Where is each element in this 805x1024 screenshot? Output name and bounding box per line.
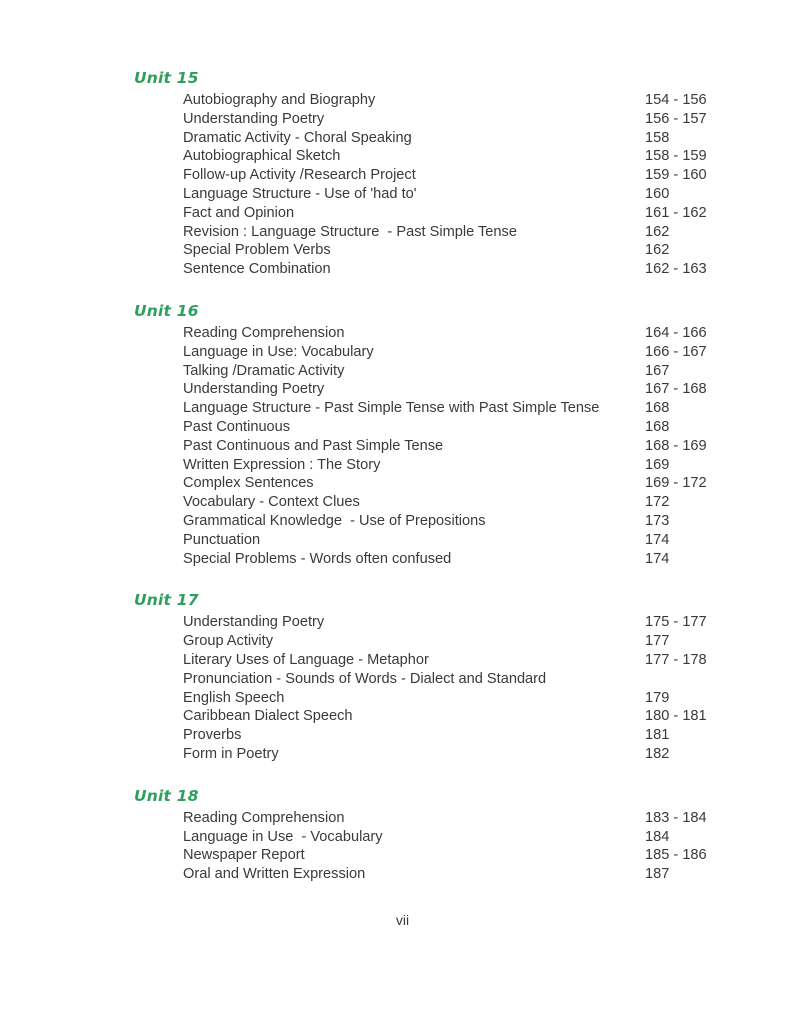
unit-block	[134, 301, 734, 568]
toc-entry-title: Autobiography and Biography	[183, 92, 376, 108]
page-folio: vii	[395, 912, 410, 928]
toc-entry-pages: 166 - 167	[645, 343, 707, 360]
toc-entry[interactable]	[134, 632, 734, 651]
toc-entry[interactable]	[134, 241, 734, 260]
toc-entry[interactable]	[134, 223, 734, 242]
toc-entry-pages: 173	[645, 512, 670, 529]
toc-entry-title: Understanding Poetry	[183, 381, 325, 398]
toc-entry[interactable]	[134, 828, 734, 847]
toc-entry[interactable]	[134, 110, 734, 129]
toc-entry[interactable]	[134, 147, 734, 166]
toc-entry[interactable]	[134, 399, 734, 418]
toc-entry-pages: 167	[645, 362, 670, 379]
toc-entry-title: Literary Uses of Language - Metaphor	[183, 651, 429, 668]
toc-entry[interactable]	[134, 493, 734, 512]
toc-entry-pages: 181	[645, 727, 670, 744]
toc-entry[interactable]	[134, 204, 734, 223]
toc-entry-pages: 184	[645, 828, 670, 845]
toc-entry-title: Proverbs	[183, 727, 242, 744]
unit-spacer	[134, 764, 734, 786]
toc-entry-title: Fact and Opinion	[183, 204, 295, 221]
toc-entry-pages: 156 - 157	[645, 110, 707, 127]
toc-entry-title: Autobiographical Sketch	[183, 148, 341, 165]
toc-entry-pages: 167 - 168	[645, 381, 707, 398]
toc-entry-title: Dramatic Activity - Choral Speaking	[183, 129, 412, 146]
unit-entry-list	[134, 324, 734, 568]
toc-entry-title: Reading Comprehension	[183, 324, 345, 341]
toc-entry[interactable]	[134, 809, 734, 828]
unit-entry-list	[134, 91, 734, 279]
toc-entry-title: Vocabulary - Context Clues	[183, 494, 360, 511]
toc-entry-pages: 182	[645, 745, 670, 762]
toc-entry-title: Group Activity	[183, 633, 274, 650]
toc-entry[interactable]	[134, 166, 734, 185]
toc-entry-pages: 180 - 181	[645, 708, 707, 725]
toc-entry[interactable]	[134, 260, 734, 279]
unit-heading: Unit 15	[134, 69, 199, 87]
toc-entry[interactable]	[134, 865, 734, 884]
toc-entry-pages: 160	[645, 185, 670, 202]
toc-entry-pages: 177	[645, 633, 670, 650]
unit-block	[134, 590, 734, 763]
toc-entry[interactable]	[134, 846, 734, 865]
toc-entry[interactable]	[134, 707, 734, 726]
toc-entry-pages: 158	[645, 129, 670, 146]
toc-entry[interactable]	[134, 456, 734, 475]
toc-entry-pages: 158 - 159	[645, 148, 707, 165]
unit-block	[134, 786, 734, 884]
toc-entry-title: Pronunciation - Sounds of Words - Dialect and Standard	[183, 670, 547, 687]
toc-entry-title: Caribbean Dialect Speech	[183, 708, 353, 725]
toc-entry[interactable]	[134, 343, 734, 362]
toc-entry-pages: 183 - 184	[645, 809, 707, 826]
toc-entry-pages: 168 - 169	[645, 437, 707, 454]
toc-entry-title: Follow-up Activity /Research Project	[183, 167, 416, 184]
toc-entry-title: Revision : Language Structure - Past Simple Tense	[183, 223, 517, 240]
toc-entry[interactable]	[134, 550, 734, 569]
toc-entry[interactable]	[134, 689, 734, 708]
toc-entry[interactable]	[134, 531, 734, 550]
toc-entry-title: Form in Poetry	[183, 745, 279, 762]
toc-entry-pages: 187	[645, 866, 670, 883]
toc-entry[interactable]	[134, 670, 734, 689]
toc-entry-title: Special Problems - Words often confused	[183, 550, 452, 567]
toc-entry-pages: 179	[645, 689, 670, 706]
toc-entry-title: English Speech	[183, 689, 285, 706]
toc-entry-title: Grammatical Knowledge - Use of Prepositions	[183, 512, 486, 529]
toc-entry-title: Past Continuous and Past Simple Tense	[183, 437, 444, 454]
unit-entry-list	[134, 613, 734, 763]
unit-spacer	[134, 568, 734, 590]
toc-entry-title: Language Structure - Past Simple Tense with Past Simple Tense	[183, 400, 600, 417]
toc-entry[interactable]	[134, 437, 734, 456]
toc-entry-title: Language in Use - Vocabulary	[183, 828, 383, 845]
toc-entry-pages: 169	[645, 456, 670, 473]
toc-entry-title: Special Problem Verbs	[183, 242, 331, 259]
unit-spacer	[134, 279, 734, 301]
toc-entry-pages: 161 - 162	[645, 204, 707, 221]
toc-entry-pages: 174	[645, 550, 670, 567]
toc-entry-pages: 159 - 160	[645, 167, 707, 184]
toc-entry-pages: 169 - 172	[645, 475, 707, 492]
toc-entry-title: Language in Use: Vocabulary	[183, 343, 374, 360]
toc-entry[interactable]	[134, 651, 734, 670]
toc-entry-title: Complex Sentences	[183, 475, 314, 492]
toc-entry-pages: 185 - 186	[645, 847, 707, 864]
unit-heading: Unit 17	[134, 591, 199, 610]
toc-entry-pages: 162	[645, 242, 670, 259]
toc-entry-pages: 177 - 178	[645, 651, 707, 668]
toc-entry-pages: 172	[645, 494, 670, 511]
toc-entry[interactable]	[134, 91, 734, 110]
toc-entry-pages: 154 - 156	[645, 92, 707, 108]
toc-entry-title: Reading Comprehension	[183, 809, 345, 826]
toc-entry-title: Understanding Poetry	[183, 110, 325, 127]
toc-entry-pages: 174	[645, 531, 670, 548]
toc-entry[interactable]	[134, 726, 734, 745]
toc-entry-title: Talking /Dramatic Activity	[183, 362, 345, 379]
unit-entry-list	[134, 809, 734, 884]
toc-entry[interactable]	[134, 613, 734, 632]
toc-entry-pages: 162	[645, 223, 670, 240]
toc-entry-title: Understanding Poetry	[183, 614, 325, 631]
toc-entry[interactable]	[134, 324, 734, 343]
toc-entry-title: Past Continuous	[183, 418, 291, 435]
toc-entry-title: Sentence Combination	[183, 261, 331, 278]
toc-entry[interactable]	[134, 418, 734, 437]
toc-entry-pages: 164 - 166	[645, 324, 707, 341]
toc-entry-pages: 168	[645, 418, 670, 435]
toc-entry-title: Punctuation	[183, 531, 261, 548]
toc-entry-title: Language Structure - Use of 'had to'	[183, 185, 417, 202]
table-of-contents	[134, 68, 734, 884]
unit-heading: Unit 16	[134, 301, 199, 320]
toc-entry[interactable]	[134, 380, 734, 399]
unit-heading: Unit 18	[134, 786, 199, 805]
toc-entry[interactable]	[134, 185, 734, 204]
unit-block	[134, 68, 734, 279]
toc-entry-pages: 175 - 177	[645, 614, 707, 631]
toc-entry[interactable]	[134, 745, 734, 764]
toc-entry-pages: 168	[645, 400, 670, 417]
toc-entry[interactable]	[134, 474, 734, 493]
toc-entry[interactable]	[134, 512, 734, 531]
toc-entry-title: Oral and Written Expression	[183, 866, 366, 883]
toc-entry-pages: 162 - 163	[645, 261, 707, 278]
toc-entry[interactable]	[134, 129, 734, 148]
toc-entry-title: Written Expression : The Story	[183, 456, 381, 473]
toc-entry-title: Newspaper Report	[183, 847, 305, 864]
toc-entry[interactable]	[134, 362, 734, 381]
